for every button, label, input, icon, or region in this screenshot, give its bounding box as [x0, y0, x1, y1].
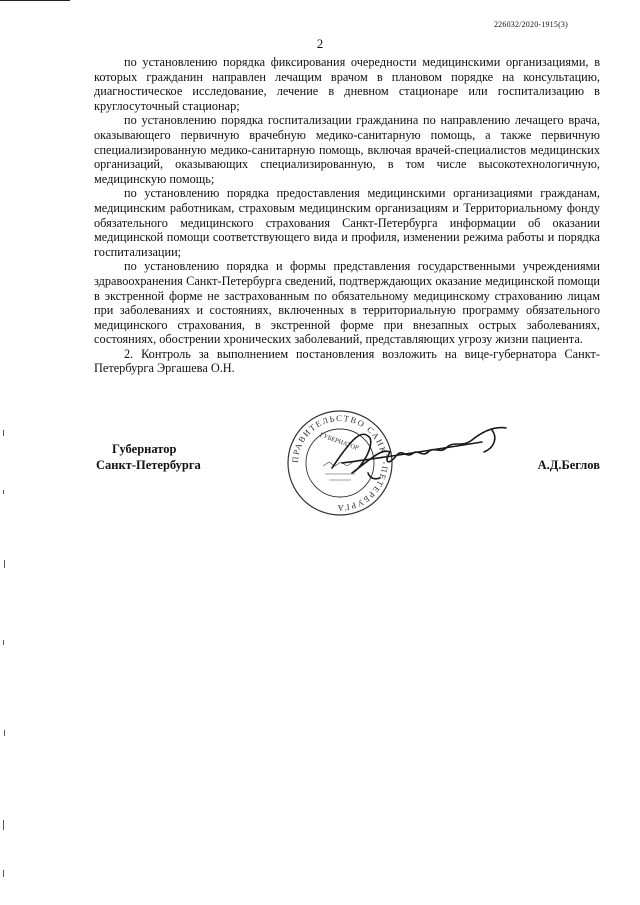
position-line-1: Губернатор	[112, 442, 177, 456]
paragraph: по установлению порядка предоставления медицинскими организациями гражданам, медицинским работникам, страховым медицинским организациям и Территориальному фонду обязательного медицинского страхования Санкт-Петербурга информации об оказании медицинской помощи соответствующего вида и профиля, изменении режима работы и порядка госпитализации;	[94, 186, 600, 259]
paragraph: по установлению порядка и формы представления государственными учреждениями здравоохранения Санкт-Петербурга сведений, подтверждающих оказание медицинской помощи в экстренной форме не застрахованным по обязательному медицинскому страхованию лицам при заболеваниях и состояниях, включенных в территориальную программу обязательного медицинского страхования, в экстренной форме при внезапных острых заболеваниях, состояниях, обострении хронических заболеваний, представляющих угрозу жизни пациента.	[94, 259, 600, 347]
signatory-name: А.Д.Беглов	[537, 458, 600, 472]
paragraph: по установлению порядка госпитализации гражданина по направлению лечащего врача, оказывающего первичную врачебную медико-санитарную помощь, а также первичную специализированную медико-санитарную помощь, включая врачей-специалистов медицинских организаций, оказывающих специализированную, в том числе высокотехнологичную, медицинскую помощь;	[94, 113, 600, 186]
body-text	[94, 55, 600, 376]
handwritten-signature	[322, 418, 522, 488]
position-line-2: Санкт-Петербурга	[96, 458, 201, 472]
scan-edge-marks	[2, 430, 8, 900]
document-number: 226032/2020-1915(3)	[493, 20, 568, 29]
stamp-inner-text: ГУБЕРНАТОР	[318, 431, 360, 453]
paragraph-control: 2. Контроль за выполнением постановления возложить на вице-губернатора Санкт-Петербурга Эргашева О.Н.	[94, 346, 600, 376]
stamp-ring-text: ПРАВИТЕЛЬСТВО САНКТ-ПЕТЕРБУРГА	[289, 412, 391, 514]
page-number: 2	[316, 36, 324, 51]
signatory-position	[96, 441, 201, 473]
top-rule	[0, 0, 70, 1]
paragraph: по установлению порядка фиксирования очередности медицинскими организациями, в которых гражданин направлен лечащим врачом в плановом порядке на консультацию, диагностическое исследование, лечение в дневном стационаре или госпитализацию в круглосуточный стационар;	[94, 55, 600, 113]
